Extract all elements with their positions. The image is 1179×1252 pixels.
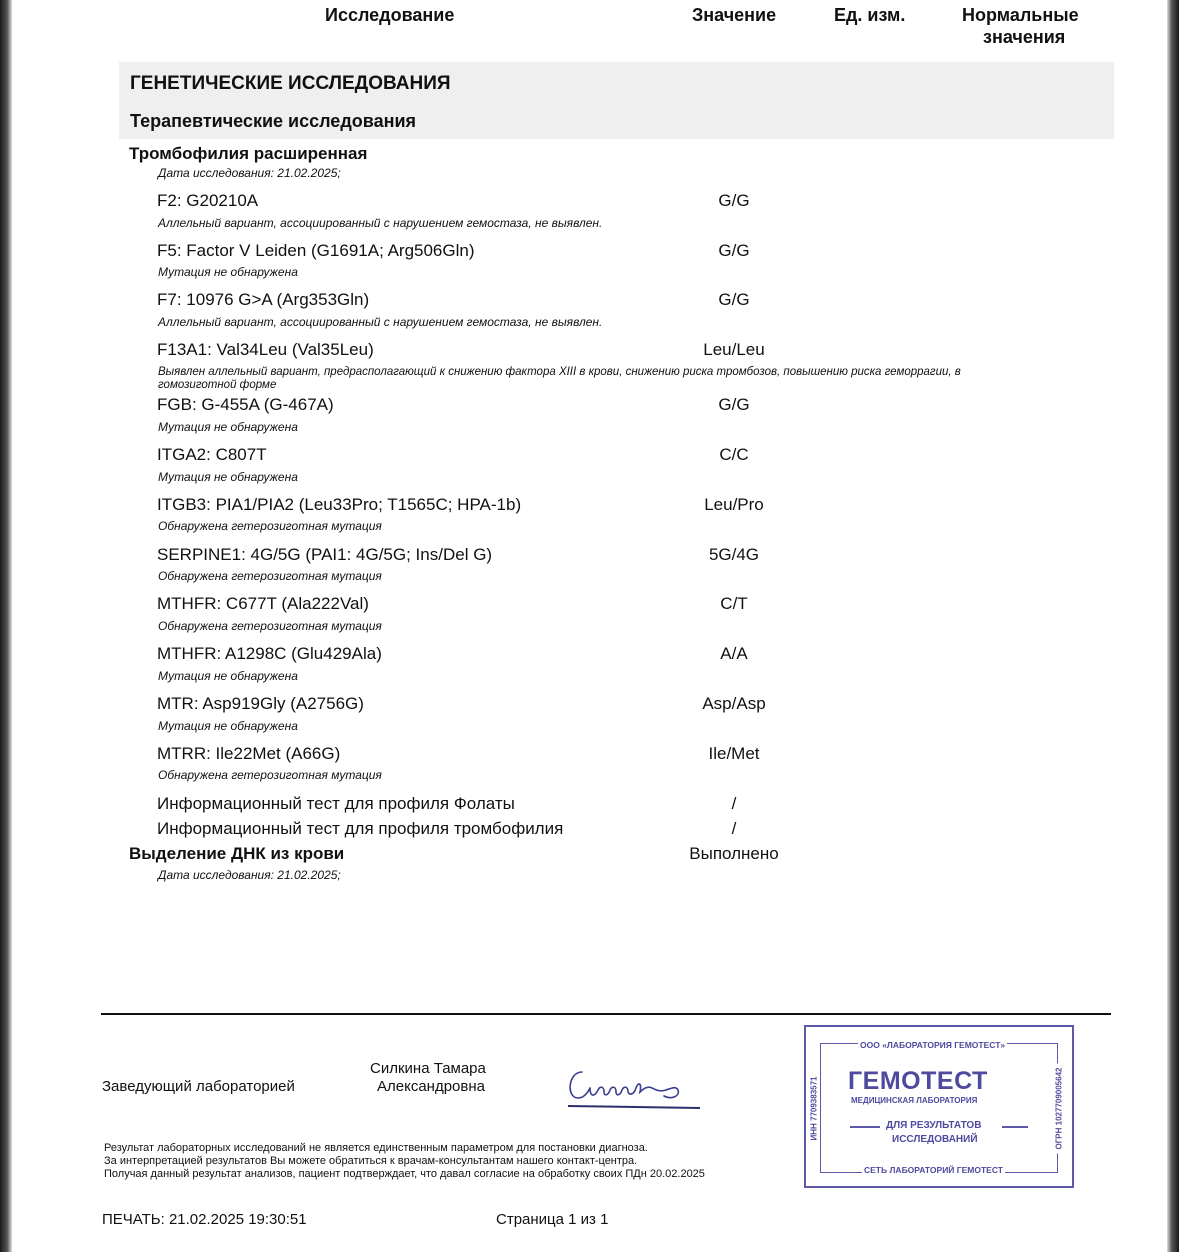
- test-value-f7: G/G: [718, 290, 750, 309]
- test-note-f2: Аллельный вариант, ассоциированный с нарушением гемостаза, не выявлен.: [158, 216, 603, 230]
- test-value-mtrr: Ile/Met: [708, 744, 760, 763]
- signer-name-line1: Силкина Тамара: [370, 1060, 486, 1077]
- stamp-for-line2: ИССЛЕДОВАНИЙ: [892, 1134, 978, 1145]
- test-value-fgb: G/G: [718, 395, 750, 414]
- stamp-rule-right: [1002, 1126, 1028, 1128]
- stamp-brand: ГЕМОТЕСТ: [848, 1067, 988, 1095]
- test-note-f7: Аллельный вариант, ассоциированный с нарушением гемостаза, не выявлен.: [158, 315, 603, 329]
- test-name-f5: F5: Factor V Leiden (G1691A; Arg506Gln): [157, 241, 475, 260]
- column-header-test: Исследование: [325, 5, 455, 25]
- test-name-itga2: ITGA2: C807T: [157, 445, 267, 464]
- test-name-f13a1: F13A1: Val34Leu (Val35Leu): [157, 340, 374, 359]
- test-value-mthfr-c677t: C/T: [720, 594, 748, 613]
- stamp-ogrn: ОГРН 1027709005642: [1055, 1064, 1064, 1154]
- signature: [560, 1058, 710, 1114]
- page-number: Страница 1 из 1: [496, 1211, 609, 1228]
- test-value-f13a1: Leu/Leu: [703, 340, 765, 359]
- disclaimer-line3: Получая данный результат анализов, пациент подтверждает, что давал согласие на обработку своих ПДн 20.02.2025: [104, 1168, 705, 1180]
- stamp-top-text: ООО «ЛАБОРАТОРИЯ ГЕМОТЕСТ»: [860, 1040, 1006, 1050]
- column-header-norm-line2: значения: [983, 27, 1066, 47]
- disclaimer-line1: Результат лабораторных исследований не является единственным параметром для постановки диагноза.: [104, 1142, 648, 1154]
- test-value-mtr: Asp/Asp: [702, 694, 766, 713]
- test-note-mtrr: Обнаружена гетерозиготная мутация: [158, 768, 382, 782]
- footer-divider: [101, 1013, 1111, 1015]
- info-test-folate-value: /: [731, 794, 737, 813]
- stamp-inner-frame: [820, 1043, 1058, 1173]
- disclaimer-line2: За интерпретацией результатов Вы можете обратиться к врачам-консультантам нашего контакт-центра.: [104, 1155, 638, 1167]
- test-note-serpine1: Обнаружена гетерозиготная мутация: [158, 569, 382, 583]
- page-edge-right: [1167, 0, 1179, 1252]
- test-note-mtr: Мутация не обнаружена: [158, 719, 298, 733]
- column-header-unit: Ед. изм.: [834, 5, 906, 25]
- test-name-mthfr-c677t: MTHFR: C677T (Ala222Val): [157, 594, 369, 613]
- test-note-f5: Мутация не обнаружена: [158, 265, 298, 279]
- stamp-for-line1: ДЛЯ РЕЗУЛЬТАТОВ: [886, 1120, 982, 1131]
- test-name-serpine1: SERPINE1: 4G/5G (PAI1: 4G/5G; Ins/Del G): [157, 545, 493, 564]
- panel-title: Тромбофилия расширенная: [129, 144, 368, 163]
- test-note-f13a1-cont: гомозиготной форме: [158, 379, 277, 391]
- section-title: ГЕНЕТИЧЕСКИЕ ИССЛЕДОВАНИЯ: [130, 73, 451, 94]
- dna-extraction-title: Выделение ДНК из крови: [129, 844, 345, 863]
- test-name-mtr: MTR: Asp919Gly (A2756G): [157, 694, 364, 713]
- test-name-f2: F2: G20210A: [157, 191, 259, 210]
- column-header-value: Значение: [692, 5, 777, 25]
- test-note-mthfr-a1298c: Мутация не обнаружена: [158, 669, 298, 683]
- signer-position: Заведующий лабораторией: [102, 1078, 295, 1095]
- laboratory-stamp: [804, 1025, 1074, 1188]
- stamp-rule-left: [850, 1126, 880, 1128]
- test-name-mthfr-a1298c: MTHFR: A1298C (Glu429Ala): [157, 644, 382, 663]
- test-note-mthfr-c677t: Обнаружена гетерозиготная мутация: [158, 619, 382, 633]
- column-header-norm: [962, 5, 1079, 48]
- signer-name-line2: Александровна: [377, 1078, 485, 1095]
- section-band: [119, 62, 1114, 139]
- test-value-itga2: C/C: [719, 445, 749, 464]
- test-value-f2: G/G: [718, 191, 750, 210]
- test-note-itgb3: Обнаружена гетерозиготная мутация: [158, 519, 382, 533]
- test-value-itgb3: Leu/Pro: [704, 495, 764, 514]
- test-note-fgb: Мутация не обнаружена: [158, 420, 298, 434]
- test-note-f13a1: Выявлен аллельный вариант, предрасполагающий к снижению фактора XIII в крови, снижению риска тромбозов, повышению риска геморрагии, в: [158, 366, 961, 378]
- info-test-thrombophilia: Информационный тест для профиля тромбофилия: [157, 819, 564, 838]
- stamp-inn: ИНН 7709383571: [809, 1076, 819, 1141]
- info-test-thrombophilia-value: /: [731, 819, 737, 838]
- dna-extraction-value: Выполнено: [689, 844, 779, 863]
- stamp-subtitle: МЕДИЦИНСКАЯ ЛАБОРАТОРИЯ: [851, 1096, 978, 1105]
- stamp-bottom-text: СЕТЬ ЛАБОРАТОРИЙ ГЕМОТЕСТ: [864, 1165, 1003, 1175]
- test-name-itgb3: ITGB3: PIA1/PIA2 (Leu33Pro; T1565C; HPA-1b): [157, 495, 522, 514]
- section-subtitle: Терапевтические исследования: [130, 111, 417, 131]
- panel-date: Дата исследования: 21.02.2025;: [158, 166, 341, 180]
- test-name-mtrr: MTRR: Ile22Met (A66G): [157, 744, 341, 763]
- test-name-f7: F7: 10976 G>A (Arg353Gln): [157, 290, 370, 309]
- print-timestamp: ПЕЧАТЬ: 21.02.2025 19:30:51: [102, 1211, 307, 1228]
- test-value-serpine1: 5G/4G: [708, 545, 760, 564]
- page-edge-left: [0, 0, 12, 1252]
- test-value-mthfr-a1298c: A/A: [720, 644, 748, 663]
- test-value-f5: G/G: [718, 241, 750, 260]
- info-test-folate: Информационный тест для профиля Фолаты: [157, 794, 515, 813]
- dna-extraction-date: Дата исследования: 21.02.2025;: [158, 868, 341, 882]
- test-name-fgb: FGB: G-455A (G-467A): [157, 395, 334, 414]
- column-header-norm-line1: Нормальные: [962, 5, 1079, 25]
- test-note-itga2: Мутация не обнаружена: [158, 470, 298, 484]
